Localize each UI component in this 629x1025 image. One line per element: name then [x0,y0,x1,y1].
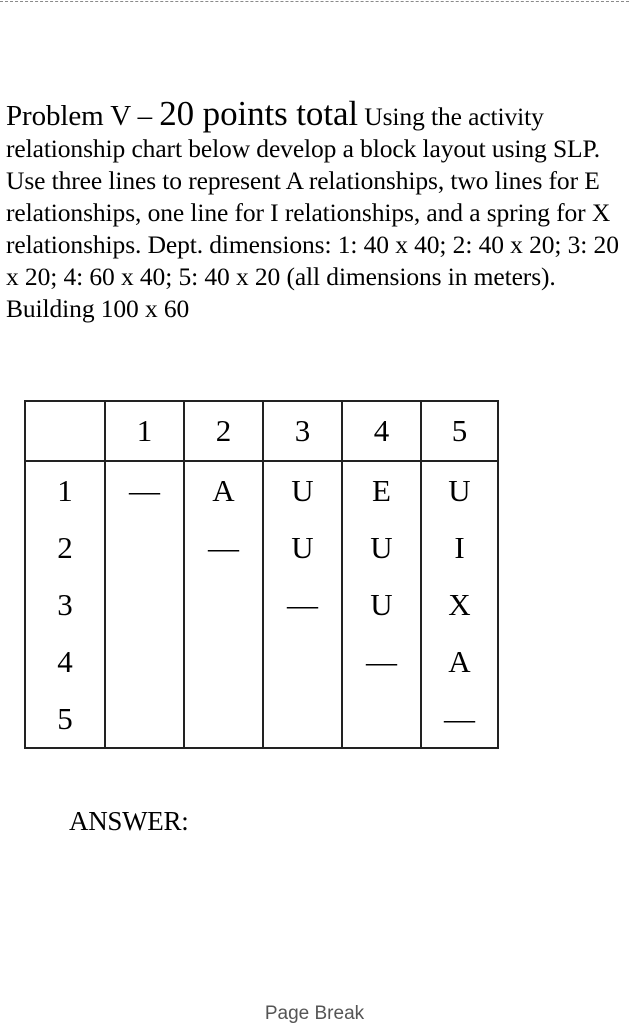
chart-row [25,690,498,748]
chart-cell [105,633,184,690]
chart-header-corner [25,401,105,461]
chart-cell [105,519,184,576]
chart-header-cell: 4 [342,401,421,461]
chart-cell: U [263,461,342,519]
chart-row-label: 5 [25,690,105,748]
chart-cell: U [421,461,498,519]
chart-row [25,519,498,576]
chart-cell [105,690,184,748]
problem-points: 20 points total [159,94,359,133]
chart-cell [105,576,184,633]
chart-cell: I [421,519,498,576]
chart-header-cell: 1 [105,401,184,461]
problem-text: Using the activity relationship chart below develop a block layout using SLP. Use three lines to represent A relationships, two lines for E relationships, one line for I relationships, and a spring for X relationships. Dept. dimensions: 1: 40 x 40; 2: 40 x 20; 3: 20 x 20; 4: 60 x 40; 5: 40 x 20 (all dimensions in meters). Building 100 x 60 [6,102,619,323]
chart-cell: — [105,461,184,519]
chart-cell: — [421,690,498,748]
chart-cell [184,633,263,690]
chart-cell: U [342,519,421,576]
chart-cell [184,690,263,748]
chart-row [25,576,498,633]
chart-row [25,461,498,519]
problem-statement [6,94,628,325]
chart-header-cell: 3 [263,401,342,461]
chart-row-label: 2 [25,519,105,576]
chart-cell: X [421,576,498,633]
chart-cell [342,690,421,748]
chart-cell: E [342,461,421,519]
chart-header-cell: 5 [421,401,498,461]
answer-label: ANSWER: [69,806,189,836]
chart-cell [184,576,263,633]
chart-row [25,633,498,690]
page-top-divider [0,1,629,2]
chart-cell: U [342,576,421,633]
page-break-marker: Page Break [264,1003,365,1024]
activity-relationship-chart [24,400,499,749]
chart-cell: — [184,519,263,576]
chart-cell: — [342,633,421,690]
problem-dash: – [130,100,160,132]
chart-cell [263,690,342,748]
chart-header-cell: 2 [184,401,263,461]
chart-row-label: 1 [25,461,105,519]
chart-cell [263,633,342,690]
chart-cell: A [421,633,498,690]
chart-cell: A [184,461,263,519]
chart-row-label: 3 [25,576,105,633]
chart-cell: U [263,519,342,576]
chart-header-row [25,401,498,461]
chart-row-label: 4 [25,633,105,690]
chart-cell: — [263,576,342,633]
problem-label: Problem V [6,100,131,132]
